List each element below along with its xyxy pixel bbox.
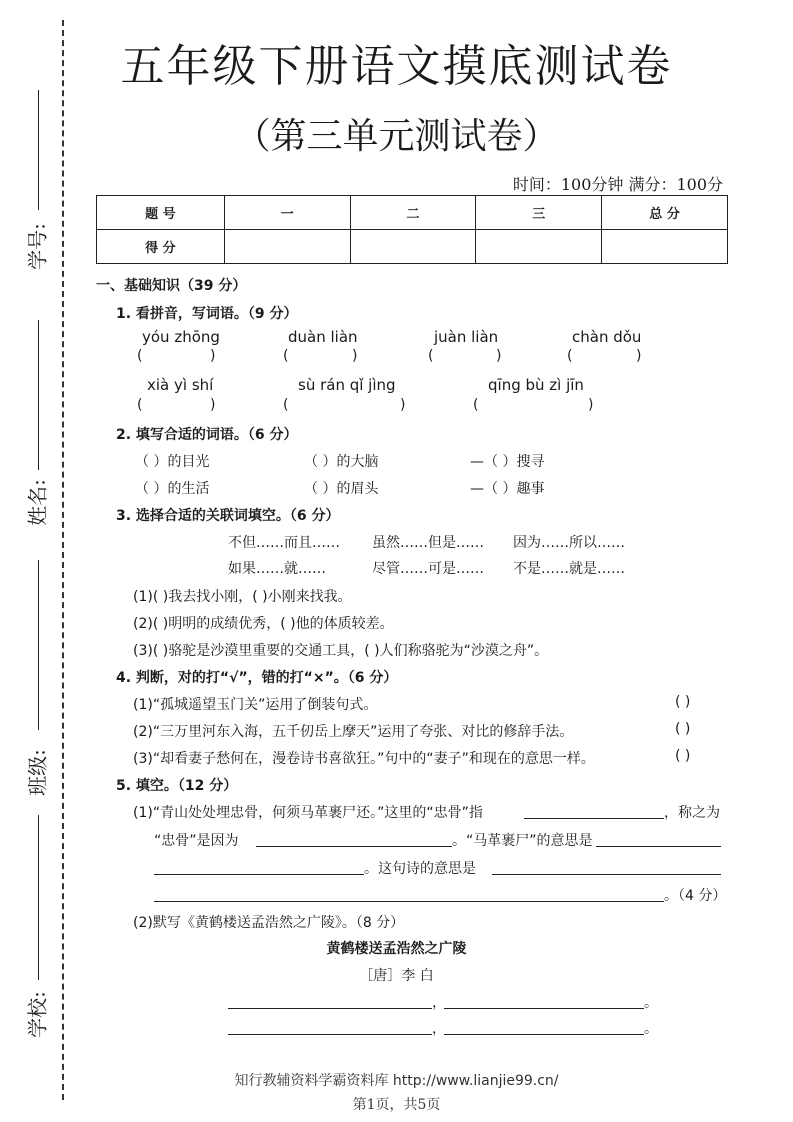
answer-line[interactable] bbox=[228, 1034, 432, 1035]
answer-blank[interactable]: ( bbox=[137, 397, 143, 413]
page-subtitle: （第三单元测试卷） bbox=[234, 116, 559, 157]
pinyin-item: juàn liàn bbox=[434, 328, 499, 346]
answer-blank: ) bbox=[588, 397, 594, 413]
time-info: 时间：100分钟 满分：100分 bbox=[512, 175, 723, 194]
poem-title: 黄鹤楼送孟浩然之广陵 bbox=[326, 941, 467, 957]
conjunction-item[interactable]: (2)( )明明的成绩优秀，( )他的体质较差。 bbox=[133, 616, 394, 632]
fill-text: 。（4 分） bbox=[664, 888, 727, 904]
fill-text: 。“马革裹尸”的意思是 bbox=[452, 833, 593, 849]
answer-line[interactable] bbox=[444, 1008, 644, 1009]
score-header-cell: 题 号 bbox=[97, 196, 225, 230]
conjunction-option: 虽然……但是…… bbox=[372, 535, 484, 551]
fill-word-item[interactable]: （ ）的眉头 bbox=[304, 481, 379, 497]
fill-text: (1)“青山处处埋忠骨，何须马革裹尸还。”这里的“忠骨”指 bbox=[133, 805, 483, 821]
question-3-title: 3. 选择合适的关联词填空。（6 分） bbox=[116, 508, 340, 524]
score-cell[interactable] bbox=[224, 230, 350, 264]
fill-text: ，称之为 bbox=[664, 805, 720, 821]
pinyin-item: duàn liàn bbox=[288, 328, 358, 346]
answer-blank[interactable]: ( bbox=[283, 397, 289, 413]
answer-blank[interactable]: ( bbox=[567, 348, 573, 364]
conjunction-option: 不但……而且…… bbox=[228, 535, 340, 551]
judgement-item: (2)“三万里河东入海，五千仞岳上摩天”运用了夸张、对比的修辞手法。 bbox=[133, 724, 574, 740]
punctuation: ， bbox=[432, 1021, 446, 1037]
answer-line[interactable] bbox=[444, 1034, 644, 1035]
student-id-label: 学号: bbox=[25, 223, 50, 270]
answer-line[interactable] bbox=[524, 818, 664, 819]
judgement-item: (3)“却看妻子愁何在，漫卷诗书喜欲狂。”句中的“妻子”和现在的意思一样。 bbox=[133, 751, 595, 767]
page-title: 五年级下册语文摸底测试卷 bbox=[120, 41, 673, 92]
score-cell[interactable] bbox=[602, 230, 728, 264]
score-table-header-row bbox=[97, 196, 728, 230]
conjunction-item[interactable]: (3)( )骆驼是沙漠里重要的交通工具，( )人们称骆驼为“沙漠之舟”。 bbox=[133, 643, 549, 659]
answer-line[interactable] bbox=[228, 1008, 432, 1009]
pinyin-item: yóu zhōng bbox=[142, 328, 220, 346]
fill-word-item[interactable]: （ ）的目光 bbox=[135, 454, 210, 470]
answer-line[interactable] bbox=[596, 846, 721, 847]
answer-line[interactable] bbox=[256, 846, 452, 847]
conjunction-item[interactable]: (1)( )我去找小刚，( )小刚来找我。 bbox=[133, 589, 352, 605]
score-table-score-row bbox=[97, 230, 728, 264]
fill-text: “忠骨”是因为 bbox=[154, 833, 239, 849]
answer-blank: ) bbox=[352, 348, 358, 364]
judgement-bracket[interactable]: ( ) bbox=[675, 748, 691, 764]
pinyin-item: xià yì shí bbox=[147, 376, 214, 394]
conjunction-option: 尽管……可是…… bbox=[372, 561, 484, 577]
footer-source-link[interactable]: 知行教辅资料学霸资料库 http://www.lianjie99.cn/ bbox=[234, 1073, 559, 1089]
score-header-cell: 三 bbox=[476, 196, 602, 230]
page-number: 第1页，共5页 bbox=[352, 1097, 441, 1113]
fill-text: 。这句诗的意思是 bbox=[364, 861, 476, 877]
conjunction-option: 如果……就…… bbox=[228, 561, 326, 577]
score-header-cell: 二 bbox=[350, 196, 476, 230]
pinyin-item: sù rán qǐ jìng bbox=[298, 376, 396, 394]
judgement-bracket[interactable]: ( ) bbox=[675, 721, 691, 737]
section-heading: 一、基础知识（39 分） bbox=[96, 278, 247, 294]
answer-line[interactable] bbox=[154, 874, 364, 875]
judgement-item: (1)“孤城遥望玉门关”运用了倒装句式。 bbox=[133, 697, 378, 713]
question-4-title: 4. 判断，对的打“√”，错的打“×”。（6 分） bbox=[116, 670, 398, 686]
answer-blank: ) bbox=[210, 397, 216, 413]
poem-author: ［唐］李 白 bbox=[359, 968, 434, 984]
fill-word-item[interactable]: —（ ）趣事 bbox=[470, 481, 545, 497]
name-line bbox=[38, 320, 39, 470]
class-line bbox=[38, 560, 39, 730]
punctuation: 。 bbox=[644, 995, 658, 1011]
punctuation: ， bbox=[432, 995, 446, 1011]
judgement-bracket[interactable]: ( ) bbox=[675, 694, 691, 710]
answer-blank[interactable]: ( bbox=[428, 348, 434, 364]
pinyin-item: chàn dǒu bbox=[572, 328, 642, 346]
dictation-prompt: (2)默写《黄鹤楼送孟浩然之广陵》。（8 分） bbox=[133, 915, 405, 931]
question-5-title: 5. 填空。（12 分） bbox=[116, 778, 238, 794]
score-header-cell: 总 分 bbox=[602, 196, 728, 230]
answer-blank[interactable]: ( bbox=[473, 397, 479, 413]
answer-blank: ) bbox=[636, 348, 642, 364]
conjunction-option: 不是……就是…… bbox=[513, 561, 625, 577]
conjunction-option: 因为……所以…… bbox=[513, 535, 625, 551]
score-row-label: 得 分 bbox=[97, 230, 225, 264]
pinyin-item: qīng bù zì jīn bbox=[488, 376, 584, 394]
score-header-cell: 一 bbox=[224, 196, 350, 230]
answer-line[interactable] bbox=[492, 874, 721, 875]
class-label: 班级: bbox=[25, 749, 50, 796]
answer-blank[interactable]: ( bbox=[283, 348, 289, 364]
answer-blank: ) bbox=[400, 397, 406, 413]
name-label: 姓名: bbox=[25, 479, 50, 526]
score-cell[interactable] bbox=[476, 230, 602, 264]
fill-word-item[interactable]: （ ）的生活 bbox=[135, 481, 210, 497]
fill-word-item[interactable]: —（ ）搜寻 bbox=[470, 454, 545, 470]
question-1-title: 1. 看拼音，写词语。（9 分） bbox=[116, 306, 298, 322]
answer-blank[interactable]: ( bbox=[137, 348, 143, 364]
question-2-title: 2. 填写合适的词语。（6 分） bbox=[116, 427, 298, 443]
score-table bbox=[96, 195, 728, 264]
school-label: 学校: bbox=[25, 991, 50, 1038]
punctuation: 。 bbox=[644, 1021, 658, 1037]
fill-word-item[interactable]: （ ）的大脑 bbox=[304, 454, 379, 470]
score-cell[interactable] bbox=[350, 230, 476, 264]
answer-line[interactable] bbox=[154, 901, 664, 902]
answer-blank: ) bbox=[210, 348, 216, 364]
answer-blank: ) bbox=[496, 348, 502, 364]
